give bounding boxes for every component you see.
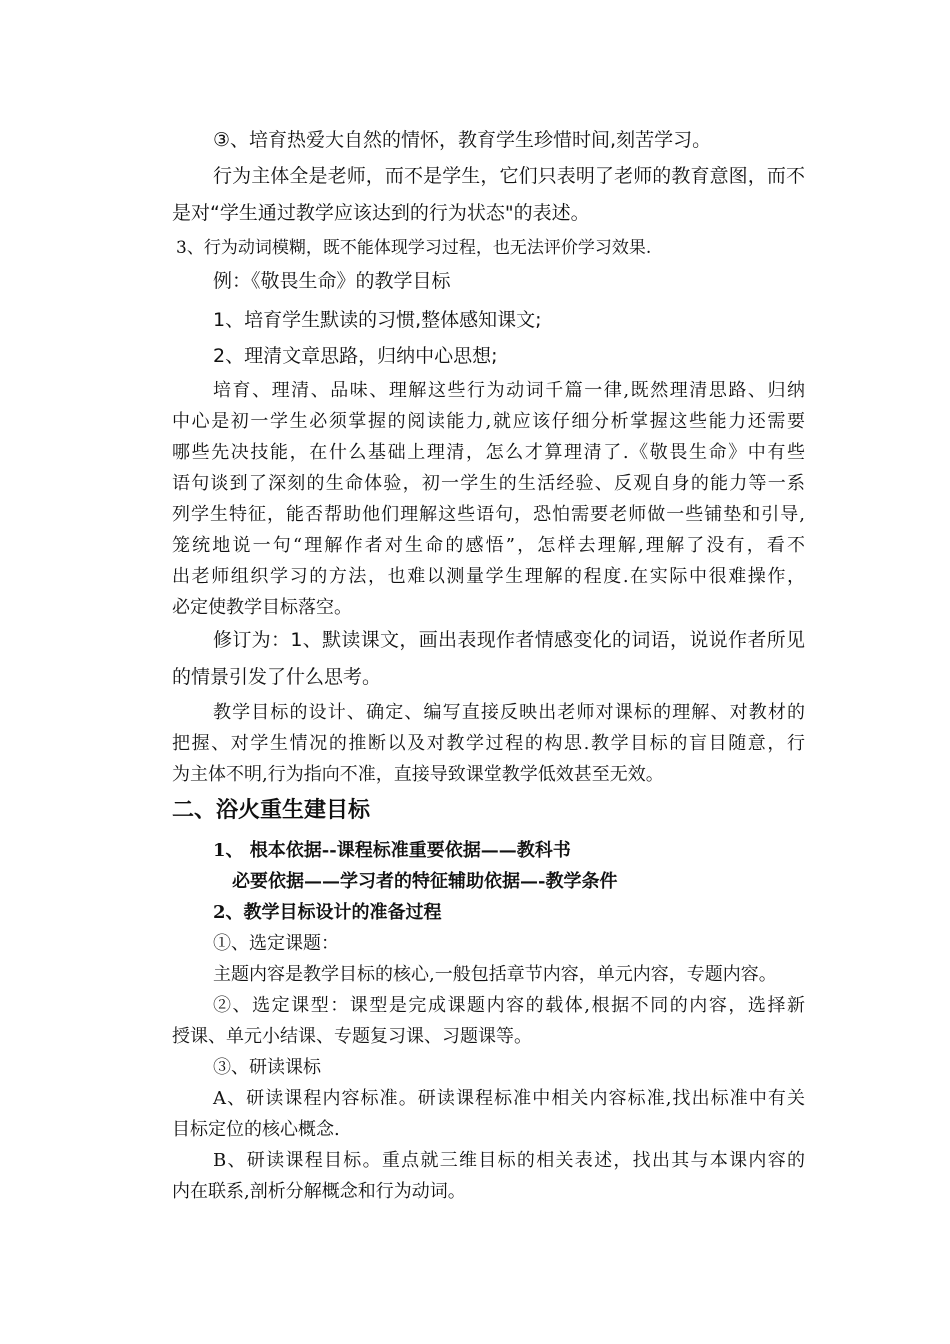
text-line: 培育、理清、品味、理解这些行为动词千篇一律,既然理清思路、归纳 <box>213 380 805 401</box>
text-line: A、研读课程内容标准。研读课程标准中相关内容标准,找出标准中有关 <box>213 1088 805 1109</box>
subsection-heading: 2、教学目标设计的准备过程 <box>213 902 442 923</box>
text-line: 必定使教学目标落空。 <box>172 597 352 618</box>
text-line: ②、选定课型：课型是完成课题内容的载体,根据不同的内容，选择新 <box>213 995 805 1016</box>
text-line: 中心是初一学生必须掌握的阅读能力,就应该仔细分析掌握这些能力还需要 <box>172 411 805 432</box>
text-line: 修订为：1、默读课文，画出表现作者情感变化的词语，说说作者所见 <box>213 629 805 651</box>
text-line: 笼统地说一句“理解作者对生命的感悟”，怎样去理解,理解了没有，看不 <box>172 535 805 556</box>
text-line: 行为主体全是老师，而不是学生，它们只表明了老师的教育意图，而不 <box>213 165 805 187</box>
text-line: 1、 根本依据--课程标准重要依据——教科书 <box>213 840 571 861</box>
text-line: 授课、单元小结课、专题复习课、习题课等。 <box>172 1026 532 1047</box>
text-line: ①、选定课题： <box>213 933 339 954</box>
text-line: 出老师组织学习的方法，也难以测量学生理解的程度.在实际中很难操作， <box>172 566 805 587</box>
text-line: 把握、对学生情况的推断以及对教学过程的构思.教学目标的盲目随意，行 <box>172 733 805 754</box>
text-line: 列学生特征，能否帮助他们理解这些语句，恐怕需要老师做一些铺垫和引导, <box>172 504 805 525</box>
text-line: 主题内容是教学目标的核心,一般包括章节内容，单元内容，专题内容。 <box>213 964 777 985</box>
text-line: 目标定位的核心概念. <box>172 1119 340 1140</box>
text-line: 必要依据——学习者的特征辅助依据—-教学条件 <box>232 871 618 892</box>
text-line: 内在联系,剖析分解概念和行为动词。 <box>172 1181 466 1202</box>
text-line: 哪些先决技能，在什么基础上理清，怎么才算理清了.《敬畏生命》中有些 <box>172 442 805 463</box>
text-line: B、研读课程目标。重点就三维目标的相关表述，找出其与本课内容的 <box>213 1150 805 1171</box>
text-line: ③、研读课标 <box>213 1057 321 1078</box>
text-line: 3、行为动词模糊，既不能体现学习过程，也无法评价学习效果. <box>176 238 652 258</box>
text-line: 例：《敬畏生命》的教学目标 <box>213 270 451 292</box>
text-line: 的情景引发了什么思考。 <box>172 666 382 688</box>
text-line: 为主体不明,行为指向不准，直接导致课堂教学低效甚至无效。 <box>172 764 664 785</box>
text-line: 语句谈到了深刻的生命体验，初一学生的生活经验、反观自身的能力等一系 <box>172 473 805 494</box>
text-line: ③、培育热爱大自然的情怀，教育学生珍惜时间,刻苦学习。 <box>213 129 712 151</box>
text-line: 1、培育学生默读的习惯,整体感知课文; <box>213 309 542 331</box>
text-line: 教学目标的设计、确定、编写直接反映出老师对课标的理解、对教材的 <box>213 702 805 723</box>
text-line: 2、理清文章思路，归纳中心思想; <box>213 345 498 367</box>
section-heading: 二、浴火重生建目标 <box>172 798 371 823</box>
text-line: 是对“学生通过教学应该达到的行为状态"的表述。 <box>172 202 590 224</box>
